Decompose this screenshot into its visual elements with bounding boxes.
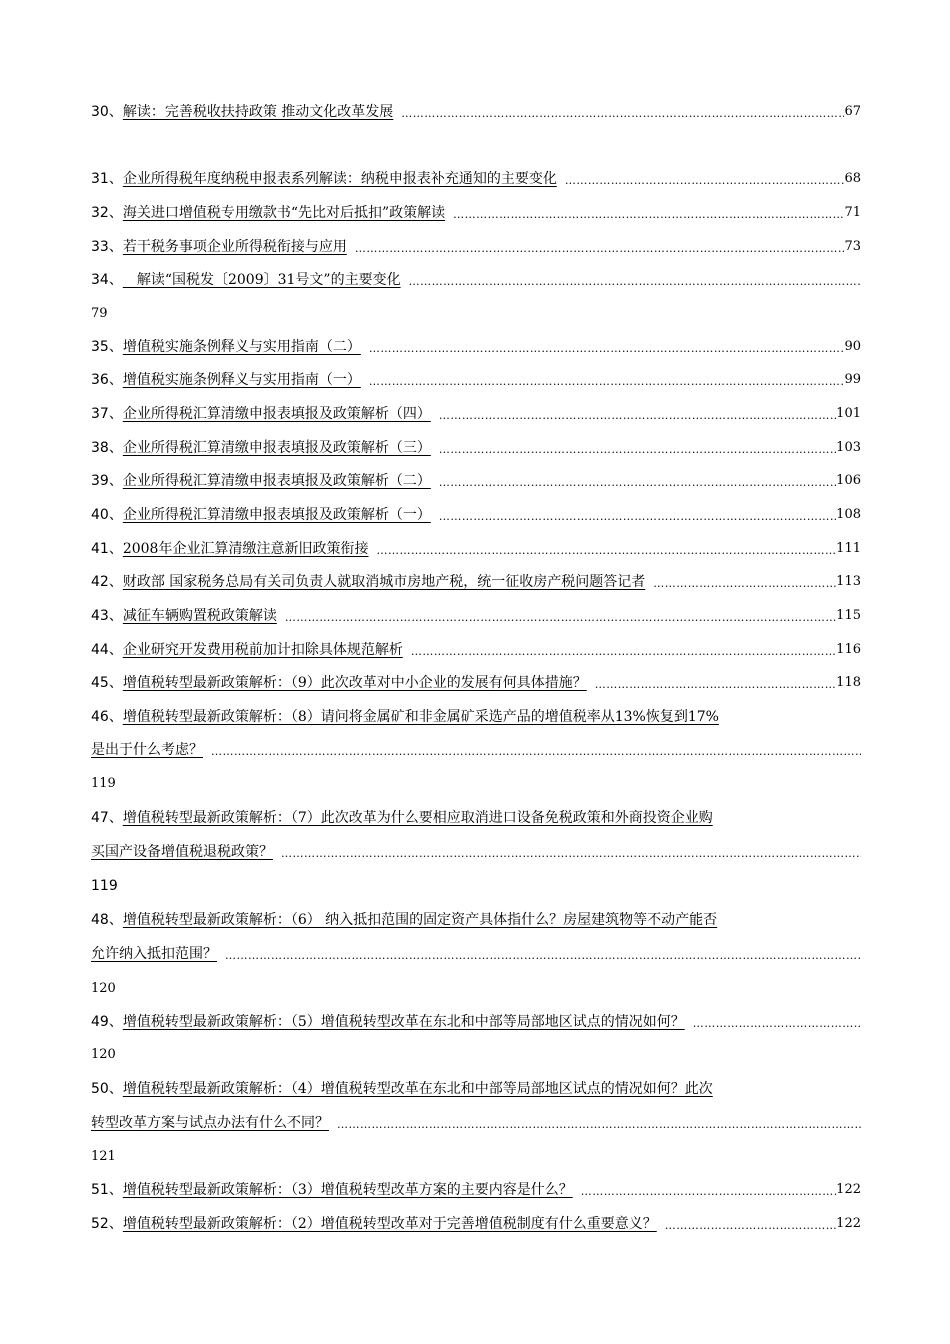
entry-number: 37、 [91, 406, 123, 422]
entry-title-link[interactable]: 允许纳入抵扣范围？ [91, 946, 217, 962]
toc-entry-continuation[interactable] [91, 1109, 861, 1133]
dot-leader [453, 207, 844, 223]
entry-title-link[interactable]: 财政部 国家税务总局有关司负责人就取消城市房地产税，统一征收房产税问题答记者 [122, 574, 646, 590]
entry-number: 32、 [91, 205, 123, 221]
entry-page-number: 106 [836, 473, 861, 488]
entry-page-number: 122 [836, 1182, 861, 1197]
entry-title-link[interactable]: 增值税转型最新政策解析：（2）增值税转型改革对于完善增值税制度有什么重要意义？ [122, 1216, 657, 1232]
entry-title-link[interactable]: 是出于什么考虑？ [91, 742, 203, 758]
toc-entry[interactable] [91, 199, 861, 223]
entry-page-number: 119 [91, 878, 118, 894]
entry-page-number: 120 [91, 981, 116, 996]
dot-leader [439, 442, 836, 458]
entry-title-link[interactable]: 企业所得税汇算清缴申报表填报及政策解析（四） [122, 406, 431, 422]
toc-entry[interactable] [91, 535, 861, 559]
entry-number: 35、 [91, 339, 123, 355]
entry-page-number: 115 [836, 608, 861, 623]
entry-page-number: 71 [844, 205, 861, 220]
toc-entry-continuation[interactable] [91, 736, 861, 760]
dot-leader [581, 1184, 836, 1200]
entry-title-link[interactable]: 解读：完善税收扶持政策 推动文化改革发展 [122, 104, 394, 120]
entry-title-link[interactable]: 企业所得税汇算清缴申报表填报及政策解析（二） [122, 473, 431, 489]
entry-page-number: 108 [836, 507, 861, 522]
entry-page-number: 68 [844, 171, 861, 186]
toc-entry[interactable] [91, 333, 861, 357]
entry-title-link[interactable]: 买国产设备增值税退税政策？ [91, 844, 273, 860]
toc-entry[interactable] [91, 467, 861, 491]
dot-leader [693, 1016, 861, 1032]
dot-leader [439, 509, 836, 525]
dot-leader [225, 948, 861, 964]
entry-page-number: 99 [844, 372, 861, 387]
entry-number: 44、 [91, 642, 123, 658]
entry-number: 50、 [91, 1081, 123, 1097]
toc-entry[interactable] [91, 1210, 861, 1234]
entry-page-number: 116 [836, 642, 861, 657]
dot-leader [369, 374, 845, 390]
entry-number: 46、 [91, 709, 123, 725]
entry-title-link[interactable]: 增值税转型最新政策解析：（8）请问将金属矿和非金属矿采选产品的增值税率从13%恢复到17% [122, 709, 719, 725]
entry-page-number: 111 [836, 541, 861, 556]
toc-entry[interactable] [91, 1176, 861, 1200]
entry-number: 45、 [91, 675, 123, 691]
dot-leader [653, 576, 836, 592]
toc-entry[interactable] [91, 568, 861, 592]
entry-page-number: 101 [836, 406, 861, 421]
toc-entry[interactable] [91, 804, 861, 828]
entry-number: 52、 [91, 1216, 123, 1232]
dot-leader [411, 644, 836, 660]
entry-page-number: 113 [836, 574, 861, 589]
toc-entry[interactable] [91, 400, 861, 424]
entry-title-link[interactable]: 减征车辆购置税政策解读 [122, 608, 277, 624]
dot-leader [281, 846, 861, 862]
dot-leader [355, 241, 845, 257]
entry-number: 43、 [91, 608, 123, 624]
dot-leader [565, 173, 845, 189]
entry-number: 41、 [91, 541, 123, 557]
entry-title-link[interactable]: 增值税转型最新政策解析：（7）此次改革为什么要相应取消进口设备免税政策和外商投资企业购 [122, 810, 713, 826]
toc-entry-continuation[interactable] [91, 838, 861, 862]
entry-title-link[interactable]: 增值税实施条例释义与实用指南（二） [122, 339, 361, 355]
entry-title-link[interactable]: 增值税转型最新政策解析：（6） 纳入抵扣范围的固定资产具体指什么？房屋建筑物等不动产能否 [122, 912, 718, 928]
entry-page-number: 79 [91, 306, 108, 321]
dot-leader [369, 341, 845, 357]
entry-page-number: 67 [844, 104, 861, 119]
entry-title-link[interactable]: 企业所得税汇算清缴申报表填报及政策解析（一） [122, 507, 431, 523]
toc-entry[interactable] [91, 636, 861, 660]
entry-title-link[interactable]: 增值税转型最新政策解析：（3）增值税转型改革方案的主要内容是什么？ [122, 1182, 573, 1198]
entry-number: 42、 [91, 574, 123, 590]
entry-number: 47、 [91, 810, 123, 826]
toc-entry[interactable] [91, 602, 861, 626]
toc-entry[interactable] [91, 165, 861, 189]
toc-entry[interactable] [91, 669, 861, 693]
dot-leader [285, 610, 836, 626]
toc-entry[interactable] [91, 434, 861, 458]
dot-leader [439, 475, 836, 491]
entry-title-link[interactable]: 企业所得税汇算清缴申报表填报及政策解析（三） [122, 440, 431, 456]
entry-page-number: 118 [836, 675, 861, 690]
entry-number: 38、 [91, 440, 123, 456]
entry-page-number: 90 [844, 339, 861, 354]
entry-title-link[interactable]: 海关进口增值税专用缴款书“先比对后抵扣”政策解读 [122, 205, 446, 221]
entry-title-link[interactable]: 企业研究开发费用税前加计扣除具体规范解析 [122, 642, 403, 658]
dot-leader [337, 1117, 861, 1133]
dot-leader [376, 543, 836, 559]
toc-entry[interactable] [91, 703, 861, 727]
entry-title-link[interactable]: 2008年企业汇算清缴注意新旧政策衔接 [122, 541, 369, 557]
entry-title-link[interactable]: 若干税务事项企业所得税衔接与应用 [122, 239, 347, 255]
entry-page-number: 103 [836, 440, 861, 455]
entry-title-link[interactable]: 增值税转型最新政策解析：（5）增值税转型改革在东北和中部等局部地区试点的情况如何？ [122, 1014, 685, 1030]
entry-title-link[interactable]: 转型改革方案与试点办法有什么不同？ [91, 1115, 329, 1131]
entry-page-number: 119 [91, 776, 116, 791]
entry-number: 48、 [91, 912, 123, 928]
entry-title-link[interactable]: 增值税实施条例释义与实用指南（一） [122, 372, 361, 388]
dot-leader [409, 274, 861, 290]
entry-number: 36、 [91, 372, 123, 388]
entry-number: 39、 [91, 473, 123, 489]
entry-title-link[interactable]: 增值税转型最新政策解析：（4）增值税转型改革在东北和中部等局部地区试点的情况如何？此次 [122, 1081, 713, 1097]
entry-page-number: 121 [91, 1149, 116, 1164]
toc-entry[interactable] [91, 266, 861, 290]
toc-entry[interactable] [91, 1008, 861, 1032]
toc-entry[interactable] [91, 98, 861, 122]
entry-number: 33、 [91, 239, 123, 255]
toc-entry[interactable] [91, 1075, 861, 1099]
toc-entry[interactable] [91, 501, 861, 525]
entry-number: 31、 [91, 171, 123, 187]
entry-number: 40、 [91, 507, 123, 523]
toc-entry[interactable] [91, 366, 861, 390]
entry-page-number: 73 [844, 239, 861, 254]
toc-entry-continuation[interactable] [91, 940, 861, 964]
toc-entry[interactable] [91, 906, 861, 930]
entry-title-link[interactable]: 企业所得税年度纳税申报表系列解读：纳税申报表补充通知的主要变化 [122, 171, 557, 187]
toc-entry[interactable] [91, 233, 861, 257]
entry-number: 30、 [91, 104, 123, 120]
entry-title-link[interactable]: 解读“国税发〔2009〕31号文”的主要变化 [122, 272, 401, 288]
dot-leader [439, 408, 836, 424]
dot-leader [211, 744, 861, 760]
dot-leader [401, 106, 844, 122]
entry-number: 49、 [91, 1014, 123, 1030]
entry-page-number: 120 [91, 1047, 116, 1062]
entry-number: 51、 [91, 1182, 123, 1198]
entry-title-link[interactable]: 增值税转型最新政策解析：（9）此次改革对中小企业的发展有何具体措施？ [122, 675, 587, 691]
entry-page-number: 122 [836, 1216, 861, 1231]
dot-leader [665, 1218, 836, 1234]
entry-number: 34、 [91, 272, 123, 288]
dot-leader [595, 677, 836, 693]
